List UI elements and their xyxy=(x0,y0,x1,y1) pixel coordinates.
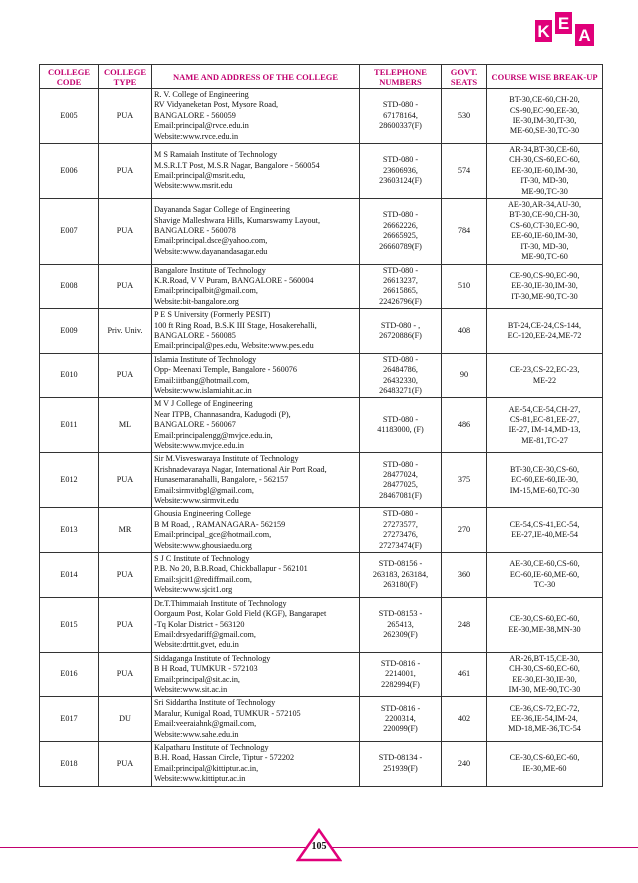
telephone-line: 22426796(F) xyxy=(379,296,422,306)
course-breakup-line: CS-90,EC-90,EE-30, xyxy=(509,105,580,115)
telephone-line: 265413, xyxy=(387,619,414,629)
college-name: Kalpatharu Institute of Technology xyxy=(154,742,269,752)
telephone-cell xyxy=(360,597,442,652)
course-breakup-line: ME-90,TC-60 xyxy=(521,252,568,262)
telephone-line: 26665925, xyxy=(383,231,418,241)
college-type-cell: Priv. Univ. xyxy=(99,309,152,354)
course-breakup-line: MD-18,ME-36,TC-54 xyxy=(508,724,581,734)
telephone-line: 28600337(F) xyxy=(379,121,422,131)
course-breakup-cell xyxy=(487,398,603,453)
table-row xyxy=(40,353,603,398)
course-breakup-line: EE-36,IE-54,IM-24, xyxy=(511,713,578,723)
course-breakup-line: IE-27, IM-14,MD-13, xyxy=(508,425,581,435)
college-address-line: K.R.Road, V V Puram, BANGALORE - 560004 xyxy=(154,275,314,285)
table-row xyxy=(40,553,603,598)
college-address-line: BANGALORE - 560059 xyxy=(154,110,236,120)
college-address-line: Email:principal_gce@hotmail.com, xyxy=(154,530,272,540)
telephone-line: 27273577, xyxy=(383,519,418,529)
footer-rule-right xyxy=(330,847,638,848)
course-breakup-line: ME-22 xyxy=(532,375,557,385)
college-name: P E S University (Formerly PESIT) xyxy=(154,310,271,320)
course-breakup-cell xyxy=(487,144,603,199)
college-address-line: Email:drsyedariff@gmail.com, xyxy=(154,629,256,639)
telephone-line: STD-080 - xyxy=(382,265,419,275)
college-name-address-cell xyxy=(152,398,360,453)
college-name-address-cell xyxy=(152,309,360,354)
course-breakup-line: CS-60,CT-30,EC-90, xyxy=(509,220,580,230)
college-address-line: Website:www.sirmvit.edu xyxy=(154,496,239,506)
telephone-line: STD-080 - xyxy=(382,155,419,165)
college-name-address-cell xyxy=(152,741,360,786)
course-breakup-line: CH-30,CS-60,EC-60, xyxy=(509,664,580,674)
college-address-line: Email:principal.dsce@yahoo.com, xyxy=(154,236,268,246)
college-type-cell: PUA xyxy=(99,741,152,786)
course-breakup-line: CS-81,EC-81,EE-27, xyxy=(509,414,580,424)
college-address-line: BANGALORE - 560078 xyxy=(154,226,236,236)
college-address-line: M.S.R.I.T Post, M.S.R Nagar, Bangalore - 560054 xyxy=(154,160,320,170)
telephone-line: 26483271(F) xyxy=(379,385,422,395)
govt-seats-cell: 248 xyxy=(442,597,487,652)
logo-letter-k: K xyxy=(537,22,550,41)
college-type-cell: MR xyxy=(99,508,152,553)
telephone-line: 28477025, xyxy=(383,480,418,490)
course-breakup-line: IE-30,IM-30,IT-30, xyxy=(512,116,577,126)
course-breakup-line: IM-15,ME-60,TC-30 xyxy=(509,485,580,495)
college-address-line: Website:www.rvce.edu.in xyxy=(154,131,239,141)
govt-seats-cell: 90 xyxy=(442,353,487,398)
course-breakup-line: IE-30,ME-60 xyxy=(522,763,567,773)
telephone-cell xyxy=(360,453,442,508)
college-address-line: BANGALORE - 560085 xyxy=(154,330,236,340)
college-address-line: Email:iitbang@hotmail.com, xyxy=(154,375,250,385)
govt-seats-cell: 360 xyxy=(442,553,487,598)
govt-seats-cell: 375 xyxy=(442,453,487,508)
college-address-line: Website:www.dayanandasagar.edu xyxy=(154,246,268,256)
college-address-line: Email:principal@pes.edu, Website:www.pes.edu xyxy=(154,341,314,351)
govt-seats-cell: 574 xyxy=(442,144,487,199)
telephone-line: STD-08153 - xyxy=(378,609,423,619)
course-breakup-line: BT-24,CE-24,CS-144, xyxy=(507,320,582,330)
college-code-cell: E006 xyxy=(40,144,99,199)
college-type-cell: PUA xyxy=(99,144,152,199)
college-type-cell: PUA xyxy=(99,553,152,598)
course-breakup-line: BT-30,CE-30,CS-60, xyxy=(509,464,580,474)
college-name: Bangalore Institute of Technology xyxy=(154,265,266,275)
course-breakup-line: AE-30,CE-60,CS-60, xyxy=(509,559,580,569)
college-name-address-cell xyxy=(152,353,360,398)
course-breakup-cell xyxy=(487,89,603,144)
college-address-line: Website:drttit.gvet, edu.in xyxy=(154,640,239,650)
college-address-line: Near ITPB, Channasandra, Kadugodi (P), xyxy=(154,409,291,419)
college-type-cell: PUA xyxy=(99,353,152,398)
telephone-line: 23606936, xyxy=(383,165,418,175)
college-name-address-cell xyxy=(152,652,360,697)
table-body xyxy=(40,89,603,787)
college-address-line: B.H. Road, Hassan Circle, Tiptur - 572202 xyxy=(154,753,295,763)
telephone-line: 26432330, xyxy=(383,375,418,385)
course-breakup-line: ME-90,TC-30 xyxy=(521,186,568,196)
telephone-line: 67178164, xyxy=(383,110,418,120)
college-address-line: Website:www.sjcit1.org xyxy=(154,585,233,595)
telephone-line: 26613237, xyxy=(383,275,418,285)
college-name: S J C Institute of Technology xyxy=(154,554,250,564)
table-row xyxy=(40,264,603,309)
college-name: M S Ramaiah Institute of Technology xyxy=(154,150,278,160)
college-code-cell: E012 xyxy=(40,453,99,508)
college-table xyxy=(39,64,603,787)
college-name-address-cell xyxy=(152,597,360,652)
telephone-line: 28467081(F) xyxy=(379,490,422,500)
college-name: Dr.T.Thimmaiah Institute of Technology xyxy=(154,598,287,608)
college-address-line: P.B. No 20, B.B.Road, Chickballapur - 562101 xyxy=(154,564,308,574)
telephone-line: STD-080 - xyxy=(382,210,419,220)
college-address-line: Shavige Malleshwara Hills, Kumarswamy Layout, xyxy=(154,215,320,225)
telephone-line: STD-0816 - xyxy=(380,703,421,713)
table-row xyxy=(40,652,603,697)
college-address-line: Website:www.ghousiaedu.org xyxy=(154,540,252,550)
telephone-cell xyxy=(360,398,442,453)
course-breakup-line: CH-30,CS-60,EC-60, xyxy=(509,155,580,165)
course-breakup-line: EC-120,EE-24,ME-72 xyxy=(507,330,582,340)
telephone-line: 220099(F) xyxy=(383,724,418,734)
table-row xyxy=(40,697,603,742)
govt-seats-cell: 408 xyxy=(442,309,487,354)
table-row xyxy=(40,398,603,453)
telephone-cell xyxy=(360,553,442,598)
course-breakup-cell xyxy=(487,597,603,652)
college-name: M V J College of Engineering xyxy=(154,399,253,409)
table-row xyxy=(40,144,603,199)
page-number: 105 xyxy=(311,841,327,852)
college-address-line: Maralur, Kunigal Road, TUMKUR - 572105 xyxy=(154,708,301,718)
telephone-cell xyxy=(360,309,442,354)
telephone-line: 41183000, (F) xyxy=(377,425,424,435)
header-course-breakup: COURSE WISE BREAK-UP xyxy=(487,65,603,89)
header-telephone: TELEPHONE NUMBERS xyxy=(360,65,442,89)
kea-logo xyxy=(532,12,598,46)
college-name-address-cell xyxy=(152,508,360,553)
telephone-cell xyxy=(360,144,442,199)
college-name: Sri Siddartha Institute of Technology xyxy=(154,698,276,708)
course-breakup-line: AE-30,AR-34,AU-30, xyxy=(508,200,581,210)
college-address-line: Hunasemaranahalli, Bangalore, - 562157 xyxy=(154,475,289,485)
course-breakup-line: EE-27,IE-40,ME-54 xyxy=(511,530,578,540)
course-breakup-line: AR-26,BT-15,CE-30, xyxy=(509,653,580,663)
course-breakup-line: AE-54,CE-54,CH-27, xyxy=(508,404,581,414)
header-name-address: NAME AND ADDRESS OF THE COLLEGE xyxy=(152,65,360,89)
telephone-cell xyxy=(360,741,442,786)
college-address-line: Website:bit-bangalore.org xyxy=(154,296,239,306)
govt-seats-cell: 240 xyxy=(442,741,487,786)
college-name-address-cell xyxy=(152,697,360,742)
course-breakup-cell xyxy=(487,652,603,697)
telephone-line: STD-080 - xyxy=(382,459,419,469)
course-breakup-line: EE-60,IE-60,IM-30, xyxy=(511,231,578,241)
college-code-cell: E005 xyxy=(40,89,99,144)
college-name-address-cell xyxy=(152,89,360,144)
college-type-cell: PUA xyxy=(99,652,152,697)
telephone-cell xyxy=(360,652,442,697)
course-breakup-line: ME-81,TC-27 xyxy=(521,435,568,445)
course-breakup-line: AR-34,BT-30,CE-60, xyxy=(509,145,580,155)
course-breakup-line: EC-60,EE-60,IE-30, xyxy=(510,475,579,485)
college-name: Islamia Institute of Technology xyxy=(154,354,257,364)
college-code-cell: E009 xyxy=(40,309,99,354)
course-breakup-line: IM-30, ME-90,TC-30 xyxy=(508,684,581,694)
college-code-cell: E008 xyxy=(40,264,99,309)
college-name: R. V. College of Engineering xyxy=(154,90,249,99)
college-address-line: B H Road, TUMKUR - 572103 xyxy=(154,664,258,674)
college-address-line: 100 ft Ring Road, B.S.K III Stage, Hosakerehalli, xyxy=(154,320,317,330)
college-address-line: Email:principalengg@mvjce.edu.in, xyxy=(154,430,273,440)
college-code-cell: E007 xyxy=(40,199,99,264)
college-name-address-cell xyxy=(152,453,360,508)
course-breakup-line: EE-30,ME-38,MN-30 xyxy=(508,624,581,634)
kea-logo-graphic xyxy=(532,12,598,46)
table-header xyxy=(40,65,603,89)
table-row xyxy=(40,453,603,508)
table-row xyxy=(40,89,603,144)
course-breakup-line: EE-30,IE-30,IM-30, xyxy=(511,281,578,291)
table-row xyxy=(40,199,603,264)
college-type-cell: PUA xyxy=(99,453,152,508)
telephone-cell xyxy=(360,89,442,144)
college-address-line: Oorgaum Post, Kolar Gold Field (KGF), Bangarapet xyxy=(154,609,327,619)
course-breakup-line: ME-60,SE-30,TC-30 xyxy=(509,126,580,136)
govt-seats-cell: 530 xyxy=(442,89,487,144)
telephone-line: 262309(F) xyxy=(383,629,418,639)
college-code-cell: E017 xyxy=(40,697,99,742)
course-breakup-line: CE-90,CS-90,EC-90, xyxy=(509,270,580,280)
college-type-cell: PUA xyxy=(99,264,152,309)
college-type-cell: PUA xyxy=(99,597,152,652)
college-address-line: RV Vidyaneketan Post, Mysore Road, xyxy=(154,100,279,110)
college-name-address-cell xyxy=(152,199,360,264)
college-address-line: Website:www.msrit.edu xyxy=(154,181,233,191)
logo-letter-e: E xyxy=(557,14,570,33)
telephone-line: 27273476, xyxy=(383,530,418,540)
college-name-address-cell xyxy=(152,553,360,598)
table-row xyxy=(40,597,603,652)
course-breakup-line: CE-54,CS-41,EC-54, xyxy=(509,519,580,529)
telephone-line: STD-080 - , xyxy=(380,320,421,330)
course-breakup-line: BT-30,CE-90,CH-30, xyxy=(509,210,580,220)
college-code-cell: E010 xyxy=(40,353,99,398)
college-address-line: -Tq Kolar District - 563120 xyxy=(154,619,245,629)
telephone-line: 26484786, xyxy=(383,365,418,375)
telephone-line: 251939(F) xyxy=(383,763,418,773)
telephone-cell xyxy=(360,353,442,398)
footer-rule-left xyxy=(0,847,308,848)
telephone-line: 26615865, xyxy=(383,286,418,296)
header-row xyxy=(40,65,603,89)
course-breakup-line: IT-30, MD-30, xyxy=(520,241,569,251)
telephone-line: 23603124(F) xyxy=(379,176,422,186)
course-breakup-cell xyxy=(487,199,603,264)
telephone-line: 26660789(F) xyxy=(379,241,422,251)
college-code-cell: E015 xyxy=(40,597,99,652)
college-name: Siddaganga Institute of Technology xyxy=(154,653,271,663)
govt-seats-cell: 784 xyxy=(442,199,487,264)
college-address-line: Email:principal@sit.ac.in, xyxy=(154,674,240,684)
course-breakup-line: TC-30 xyxy=(533,580,556,590)
telephone-line: 26662226, xyxy=(383,220,418,230)
page-number-badge xyxy=(296,828,342,862)
telephone-line: STD-080 - xyxy=(382,100,419,110)
course-breakup-line: CE-30,CS-60,EC-60, xyxy=(509,753,580,763)
college-address-line: Website:www.islamiahit.ac.in xyxy=(154,385,252,395)
table-row xyxy=(40,309,603,354)
telephone-line: 2214001, xyxy=(385,669,416,679)
telephone-line: STD-0816 - xyxy=(380,658,421,668)
telephone-line: STD-080 - xyxy=(382,414,419,424)
college-address-line: Krishnadevaraya Nagar, International Air Port Road, xyxy=(154,464,327,474)
college-address-line: Website:www.mvjce.edu.in xyxy=(154,441,244,450)
college-address-line: Opp- Meenaxi Temple, Bangalore - 560076 xyxy=(154,365,297,375)
header-college-type: COLLEGE TYPE xyxy=(99,65,152,89)
course-breakup-line: CE-36,CS-72,EC-72, xyxy=(509,703,580,713)
college-address-line: Email:principalbit@gmail.com, xyxy=(154,286,258,296)
college-name-address-cell xyxy=(152,264,360,309)
college-code-cell: E016 xyxy=(40,652,99,697)
telephone-cell xyxy=(360,697,442,742)
telephone-line: STD-08156 - xyxy=(378,559,423,569)
college-address-line: Email:veeraiahnk@gmail.com, xyxy=(154,719,257,729)
college-type-cell: DU xyxy=(99,697,152,742)
course-breakup-line: BT-30,CE-60,CH-20, xyxy=(509,95,580,105)
govt-seats-cell: 510 xyxy=(442,264,487,309)
telephone-line: 28477024, xyxy=(383,470,418,480)
college-name: Sir M.Visveswaraya Institute of Technology xyxy=(154,454,299,464)
course-breakup-cell xyxy=(487,741,603,786)
govt-seats-cell: 486 xyxy=(442,398,487,453)
telephone-line: STD-080 - xyxy=(382,509,419,519)
telephone-line: 2200314, xyxy=(385,713,416,723)
course-breakup-line: IT-30,ME-90,TC-30 xyxy=(511,291,578,301)
course-breakup-line: EE-30,IE-60,IM-30, xyxy=(511,165,578,175)
college-address-line: Email:principal@rvce.edu.in xyxy=(154,121,249,131)
course-breakup-line: EC-60,IE-60,ME-60, xyxy=(509,569,580,579)
telephone-line: 27273474(F) xyxy=(379,540,422,550)
college-address-line: Email:principal@msrit.edu, xyxy=(154,171,246,181)
college-address-line: Website:www.sahe.edu.in xyxy=(154,729,239,739)
table-row xyxy=(40,508,603,553)
header-govt-seats: GOVT. SEATS xyxy=(442,65,487,89)
telephone-line: 263180(F) xyxy=(383,580,418,590)
course-breakup-cell xyxy=(487,309,603,354)
college-address-line: BANGALORE - 560067 xyxy=(154,420,236,430)
college-address-line: Website:www.sit.ac.in xyxy=(154,684,228,694)
telephone-line: 263183, 263184, xyxy=(372,569,429,579)
course-breakup-cell xyxy=(487,453,603,508)
govt-seats-cell: 461 xyxy=(442,652,487,697)
telephone-cell xyxy=(360,199,442,264)
course-breakup-cell xyxy=(487,553,603,598)
header-college-code: COLLEGE CODE xyxy=(40,65,99,89)
telephone-line: STD-080 - xyxy=(382,354,419,364)
college-address-line: B M Road, , RAMANAGARA- 562159 xyxy=(154,519,286,529)
course-breakup-line: EE-30,EI-30,IE-30, xyxy=(512,674,577,684)
course-breakup-cell xyxy=(487,697,603,742)
telephone-line: STD-08134 - xyxy=(378,753,423,763)
college-code-cell: E018 xyxy=(40,741,99,786)
college-address-line: Email:sirmvitbgl@gmail.com, xyxy=(154,485,254,495)
course-breakup-line: CE-23,CS-22,EC-23, xyxy=(509,365,580,375)
table-row xyxy=(40,741,603,786)
govt-seats-cell: 402 xyxy=(442,697,487,742)
telephone-cell xyxy=(360,508,442,553)
college-code-cell: E011 xyxy=(40,398,99,453)
college-type-cell: PUA xyxy=(99,89,152,144)
college-name-address-cell xyxy=(152,144,360,199)
college-type-cell: ML xyxy=(99,398,152,453)
course-breakup-line: CE-30,CS-60,EC-60, xyxy=(509,614,580,624)
course-breakup-cell xyxy=(487,353,603,398)
college-address-line: Website:www.kittiptur.ac.in xyxy=(154,774,246,784)
telephone-line: 2282994(F) xyxy=(381,679,420,689)
course-breakup-cell xyxy=(487,264,603,309)
college-address-line: Email:principal@kittiptur.ac.in, xyxy=(154,763,259,773)
telephone-line: 26720886(F) xyxy=(379,330,422,340)
college-code-cell: E014 xyxy=(40,553,99,598)
college-name: Dayananda Sagar College of Engineering xyxy=(154,205,290,215)
college-address-line: Email:sjcit1@rediffmail.com, xyxy=(154,574,252,584)
college-code-cell: E013 xyxy=(40,508,99,553)
course-breakup-cell xyxy=(487,508,603,553)
telephone-cell xyxy=(360,264,442,309)
college-type-cell: PUA xyxy=(99,199,152,264)
govt-seats-cell: 270 xyxy=(442,508,487,553)
logo-letter-a: A xyxy=(578,26,591,45)
college-name: Ghousia Engineering College xyxy=(154,509,251,519)
course-breakup-line: IT-30, MD-30, xyxy=(520,176,569,186)
